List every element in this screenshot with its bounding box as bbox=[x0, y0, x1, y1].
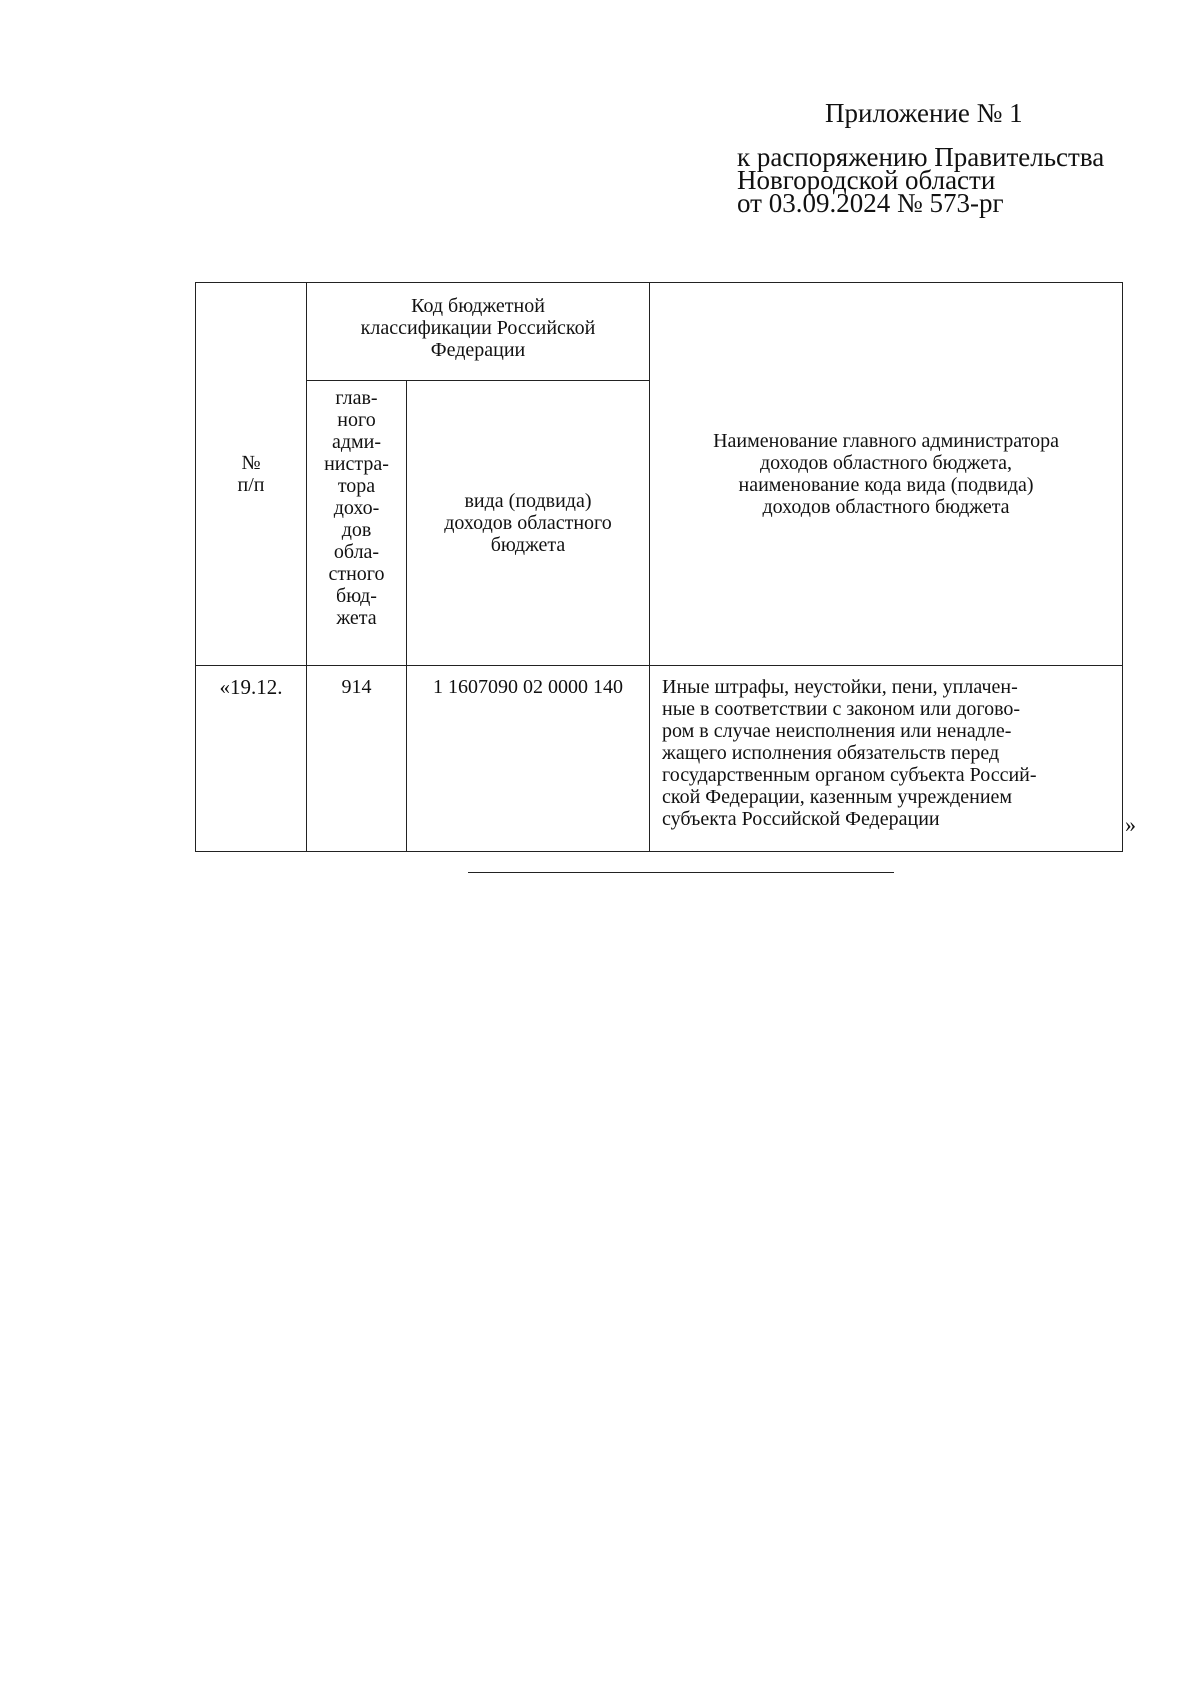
appendix-title: Приложение № 1 bbox=[825, 98, 1023, 128]
row-name-cell bbox=[650, 666, 1123, 852]
header-text-line: тора bbox=[337, 475, 376, 497]
budget-classification-table bbox=[195, 282, 1123, 852]
header-text-line: стного bbox=[328, 563, 385, 585]
header-text-line: нистра- bbox=[324, 453, 389, 475]
row-name-line: государственным органом субъекта Россий- bbox=[662, 764, 1037, 786]
header-text-line: обла- bbox=[333, 541, 380, 563]
row-income-code-cell: 1 1607090 02 0000 140 bbox=[407, 666, 650, 852]
table-header-row bbox=[196, 283, 1123, 381]
header-number-cell bbox=[196, 283, 307, 666]
row-name-line: жащего исполнения обязательств перед bbox=[662, 742, 1000, 764]
decree-reference bbox=[737, 142, 1177, 218]
row-name-line: ской Федерации, казенным учреждением bbox=[662, 786, 1013, 808]
header-income-code-cell bbox=[407, 381, 650, 666]
header-text-line: дов bbox=[341, 519, 372, 541]
end-divider bbox=[468, 872, 894, 873]
row-name-line: ром в случае неисполнения или ненадле- bbox=[662, 720, 1012, 742]
row-name-line: Иные штрафы, неустойки, пени, уплачен- bbox=[662, 676, 1018, 698]
document-header bbox=[737, 98, 1177, 218]
header-text-line: классификации Российской bbox=[360, 317, 596, 339]
row-admin-code-cell: 914 bbox=[307, 666, 407, 852]
header-text-line: Наименование главного администратора bbox=[713, 430, 1059, 452]
header-text-line: наименование кода вида (подвида) bbox=[738, 474, 1034, 496]
header-text-line: вида (подвида) bbox=[464, 490, 592, 512]
header-budget-code-group bbox=[307, 283, 650, 381]
decree-line: Новгородской области bbox=[737, 165, 996, 195]
header-text-line: доходов областного бюджета bbox=[762, 496, 1010, 518]
table-row bbox=[196, 666, 1123, 852]
row-name-line: субъекта Российской Федерации bbox=[662, 808, 940, 830]
header-text-line: Федерации bbox=[430, 339, 526, 361]
header-text-line: жета bbox=[336, 607, 377, 629]
header-text-line: дохо- bbox=[333, 497, 380, 519]
header-text-line: п/п bbox=[237, 474, 265, 496]
row-name-line: ные в соответствии с законом или догово- bbox=[662, 698, 1021, 720]
closing-quote: » bbox=[1125, 812, 1136, 837]
header-name-cell bbox=[650, 283, 1123, 666]
header-text-line: адми- bbox=[331, 431, 382, 453]
header-text-line: глав- bbox=[335, 387, 378, 409]
header-text-line: бюд- bbox=[336, 585, 377, 607]
header-text-line: бюджета bbox=[490, 534, 566, 556]
header-text-line: № bbox=[241, 452, 261, 474]
header-text-line: доходов областного bbox=[444, 512, 612, 534]
header-text-line: доходов областного бюджета, bbox=[759, 452, 1013, 474]
decree-line: от 03.09.2024 № 573-рг bbox=[737, 188, 1004, 218]
row-number-cell: «19.12. bbox=[196, 666, 307, 852]
decree-line: к распоряжению Правительства bbox=[737, 142, 1105, 172]
header-text-line: Код бюджетной bbox=[411, 295, 545, 317]
header-admin-cell bbox=[307, 381, 407, 666]
header-text-line: ного bbox=[337, 409, 376, 431]
